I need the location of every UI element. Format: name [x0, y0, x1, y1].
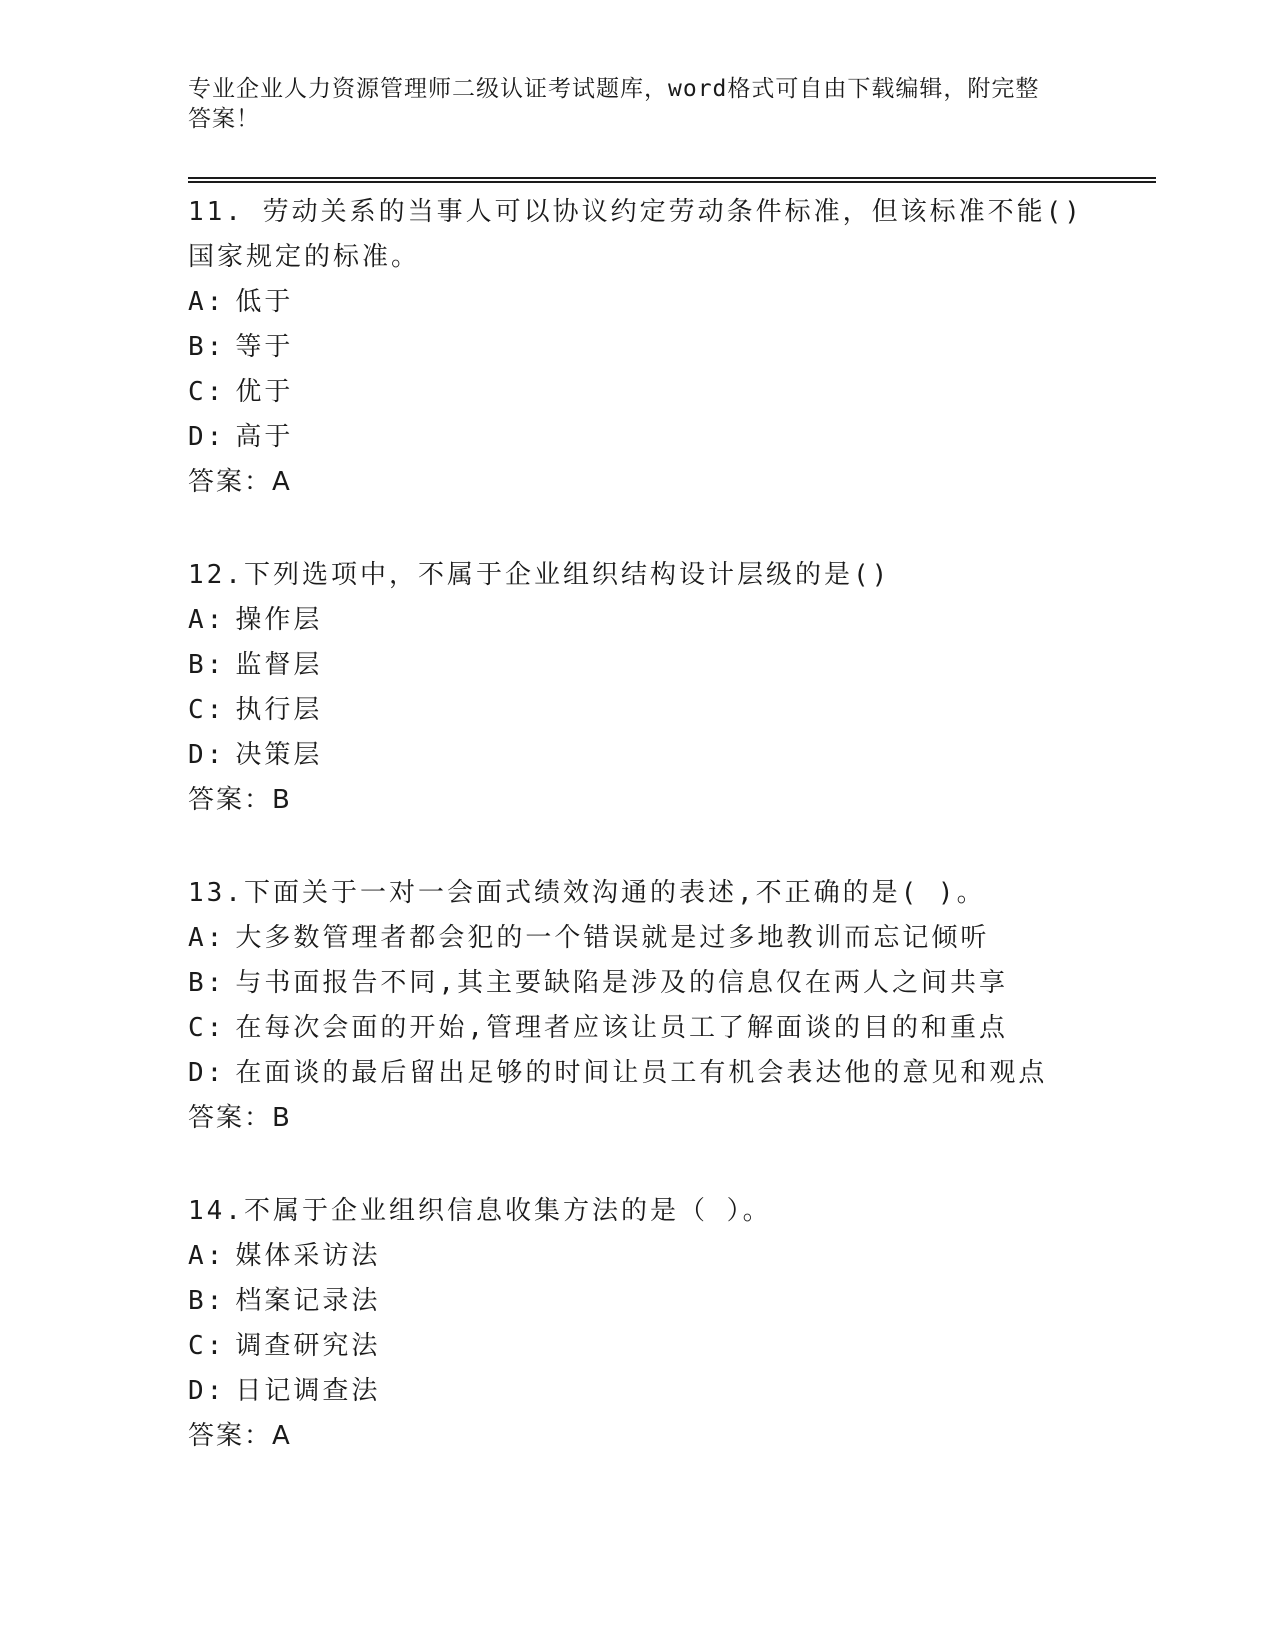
option-b [188, 961, 1156, 1006]
option-key: C: [188, 695, 226, 725]
option-b [188, 1279, 1156, 1324]
question-11 [188, 190, 1156, 505]
option-d [188, 1369, 1156, 1414]
option-key: A: [188, 923, 226, 953]
option-text: 与书面报告不同,其主要缺陷是涉及的信息仅在两人之间共享 [235, 968, 1008, 998]
option-text: 执行层 [235, 695, 323, 725]
question-list [188, 190, 1156, 1507]
question-text: 14.不属于企业组织信息收集方法的是（ ）。 [188, 1196, 772, 1226]
option-d [188, 415, 1156, 460]
answer-line: 答案：A [188, 1421, 292, 1451]
answer-line: 答案：B [188, 785, 292, 815]
header-divider [188, 177, 1156, 183]
option-key: D: [188, 1058, 226, 1088]
option-text: 决策层 [235, 740, 323, 770]
document-header [188, 74, 1088, 134]
option-key: D: [188, 1376, 226, 1406]
answer-line: 答案：B [188, 1103, 292, 1133]
option-key: A: [188, 605, 226, 635]
option-text: 大多数管理者都会犯的一个错误就是过多地教训而忘记倾听 [235, 923, 990, 953]
option-text: 在面谈的最后留出足够的时间让员工有机会表达他的意见和观点 [235, 1058, 1048, 1088]
option-key: C: [188, 1013, 226, 1043]
option-key: A: [188, 1241, 226, 1271]
option-text: 调查研究法 [235, 1331, 381, 1361]
option-a [188, 916, 1156, 961]
option-c [188, 688, 1156, 733]
header-line-1: 专业企业人力资源管理师二级认证考试题库，word格式可自由下载编辑，附完整 [188, 76, 1040, 102]
option-c [188, 1006, 1156, 1051]
option-b [188, 643, 1156, 688]
option-key: B: [188, 1286, 226, 1316]
question-14 [188, 1189, 1156, 1459]
option-text: 日记调查法 [235, 1376, 381, 1406]
question-text: 12.下列选项中，不属于企业组织结构设计层级的是() [188, 560, 891, 590]
option-c [188, 1324, 1156, 1369]
option-key: B: [188, 332, 226, 362]
option-text: 等于 [235, 332, 294, 362]
option-b [188, 325, 1156, 370]
option-text: 媒体采访法 [235, 1241, 381, 1271]
answer-line: 答案：A [188, 467, 292, 497]
option-text: 在每次会面的开始,管理者应该让员工了解面谈的目的和重点 [235, 1013, 1008, 1043]
option-a [188, 598, 1156, 643]
option-key: D: [188, 740, 226, 770]
option-text: 优于 [235, 377, 294, 407]
option-key: A: [188, 287, 226, 317]
option-c [188, 370, 1156, 415]
option-key: C: [188, 377, 226, 407]
option-a [188, 1234, 1156, 1279]
question-12 [188, 553, 1156, 823]
question-13 [188, 871, 1156, 1141]
option-text: 高于 [235, 422, 294, 452]
question-text: 11. 劳动关系的当事人可以协议约定劳动条件标准，但该标准不能() [188, 197, 1083, 227]
question-text: 13.下面关于一对一会面式绩效沟通的表述,不正确的是( )。 [188, 878, 986, 908]
option-key: D: [188, 422, 226, 452]
option-key: C: [188, 1331, 226, 1361]
option-key: B: [188, 968, 226, 998]
option-text: 低于 [235, 287, 294, 317]
option-d [188, 1051, 1156, 1096]
question-text-continued: 国家规定的标准。 [188, 242, 421, 272]
option-key: B: [188, 650, 226, 680]
option-text: 操作层 [235, 605, 323, 635]
option-a [188, 280, 1156, 325]
option-text: 监督层 [235, 650, 323, 680]
header-line-2: 答案！ [188, 106, 260, 132]
option-d [188, 733, 1156, 778]
option-text: 档案记录法 [235, 1286, 381, 1316]
